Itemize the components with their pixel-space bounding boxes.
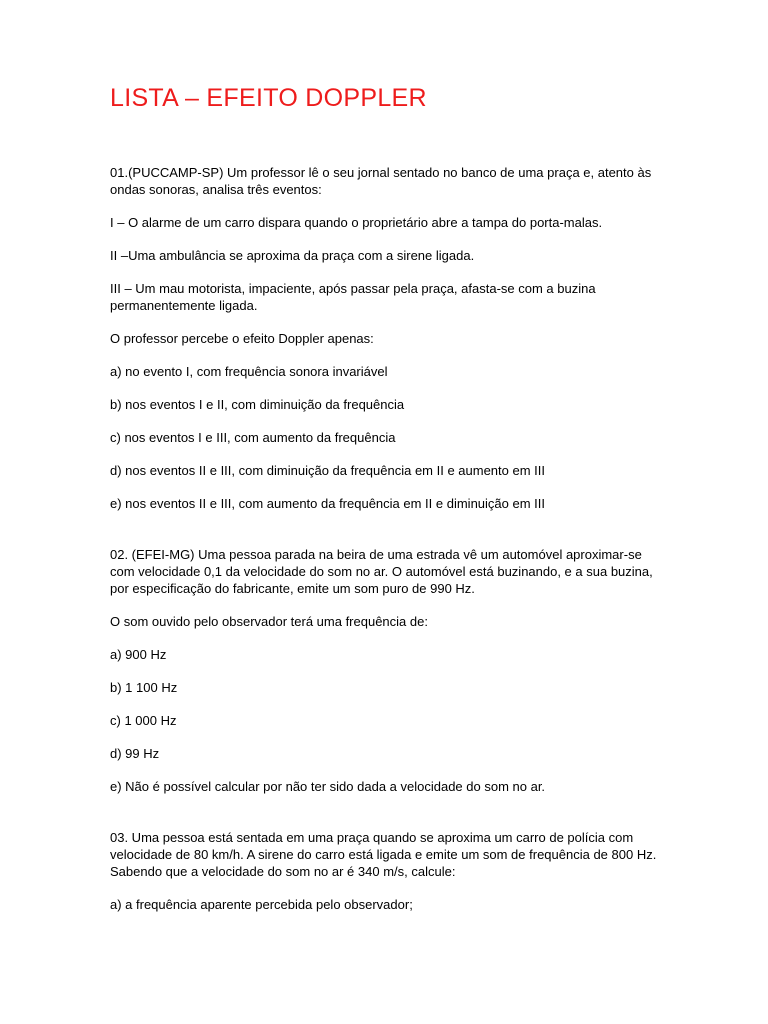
question-1-prompt: O professor percebe o efeito Doppler apenas: (110, 331, 374, 346)
question-1-option-c: c) nos eventos I e III, com aumento da frequência (110, 430, 396, 445)
section-spacer (110, 811, 670, 829)
question-2-option-b: b) 1 100 Hz (110, 680, 178, 695)
question-1-event-1: I – O alarme de um carro dispara quando o proprietário abre a tampa do porta-malas. (110, 215, 603, 230)
page-title: LISTA – EFEITO DOPPLER (110, 84, 427, 112)
question-3-part-a: a) a frequência aparente percebida pelo observador; (110, 897, 413, 912)
question-1-stem: 01.(PUCCAMP-SP) Um professor lê o seu jornal sentado no banco de uma praça e, atento às ondas sonoras, analisa três eventos: (110, 165, 652, 197)
question-1-option-a: a) no evento I, com frequência sonora invariável (110, 364, 388, 379)
question-2-stem: 02. (EFEI-MG) Uma pessoa parada na beira de uma estrada vê um automóvel aproximar-se com velocidade 0,1 da velocidade do som no ar. O automóvel está buzinando, e a sua buzina, por especificação do fabricante, emite um som puro de 990 Hz. (110, 547, 653, 596)
question-1-option-b: b) nos eventos I e II, com diminuição da frequência (110, 397, 405, 412)
question-2-option-e: e) Não é possível calcular por não ter sido dada a velocidade do som no ar. (110, 779, 546, 794)
document-body (110, 164, 670, 929)
question-1-event-2: II –Uma ambulância se aproxima da praça com a sirene ligada. (110, 248, 475, 263)
question-2-option-a: a) 900 Hz (110, 647, 167, 662)
question-2-option-c: c) 1 000 Hz (110, 713, 177, 728)
question-3-stem: 03. Uma pessoa está sentada em uma praça quando se aproxima um carro de polícia com velocidade de 80 km/h. A sirene do carro está ligada e emite um som de frequência de 800 Hz. Sabendo que a velocidade do som no ar é 340 m/s, calcule: (110, 830, 657, 879)
question-2-prompt: O som ouvido pelo observador terá uma frequência de: (110, 614, 428, 629)
question-2-option-d: d) 99 Hz (110, 746, 160, 761)
question-1-event-3: III – Um mau motorista, impaciente, após passar pela praça, afasta-se com a buzina permanentemente ligada. (110, 281, 596, 313)
section-spacer (110, 528, 670, 546)
question-1-option-e: e) nos eventos II e III, com aumento da frequência em II e diminuição em III (110, 496, 545, 511)
question-1-option-d: d) nos eventos II e III, com diminuição da frequência em II e aumento em III (110, 463, 545, 478)
